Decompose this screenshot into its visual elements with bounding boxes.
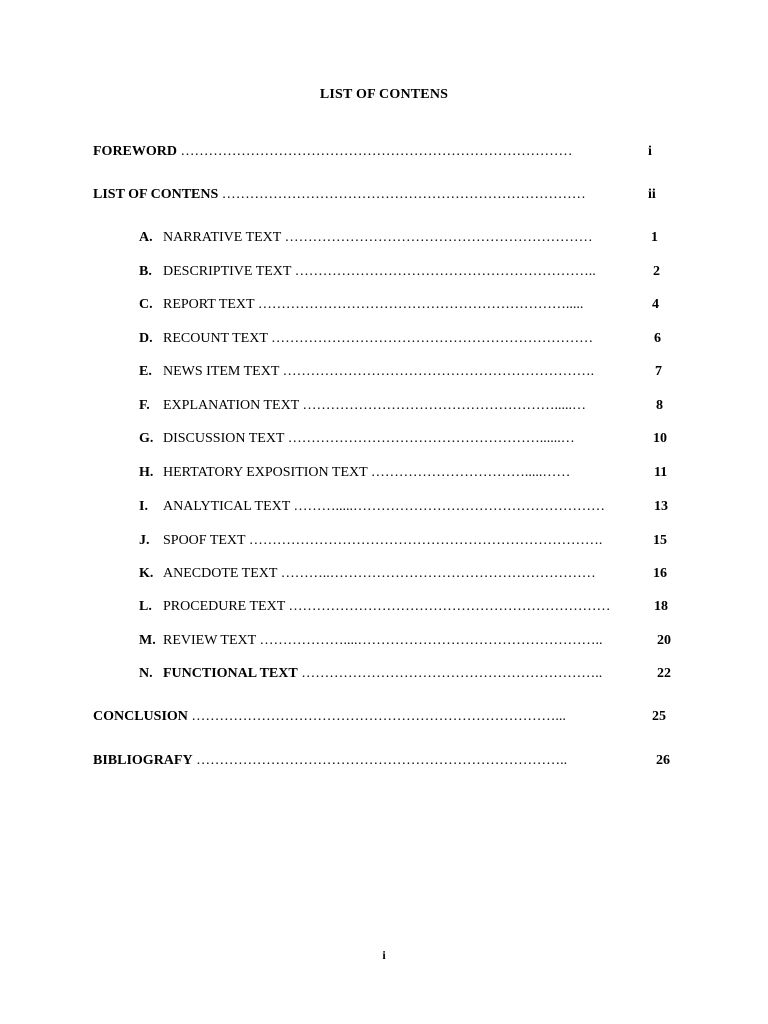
toc-entry-letter: K. [139, 566, 154, 581]
toc-entry-label: LIST OF CONTENS [93, 187, 219, 202]
toc-entry-list-of-contens [93, 186, 656, 204]
toc-subentry-a [139, 229, 658, 247]
toc-entry-label: SPOOF TEXT [163, 533, 246, 548]
toc-subentry-f [139, 397, 663, 415]
toc-page-number: 26 [656, 753, 670, 768]
toc-subentry-n [139, 665, 671, 683]
toc-subentry-c [139, 296, 659, 314]
toc-entry-label: REPORT TEXT [163, 297, 255, 312]
toc-entry-letter: M. [139, 633, 156, 648]
toc-entry-letter: E. [139, 364, 152, 379]
toc-entry-letter: B. [139, 264, 152, 279]
toc-page-number: 11 [654, 465, 668, 480]
toc-subentry-j [139, 532, 667, 550]
toc-entry-letter: G. [139, 431, 154, 446]
toc-entry-letter: N. [139, 666, 153, 681]
toc-subentry-i [139, 498, 668, 516]
toc-leader-dots: …………………………………………………………………… [218, 187, 586, 202]
toc-entry-label: BIBLIOGRAFY [93, 753, 193, 768]
toc-entry-label: HERTATORY EXPOSITION TEXT [163, 465, 368, 480]
toc-leader-dots: ………..………………………………………………… [277, 566, 596, 581]
toc-entry-label: DESCRIPTIVE TEXT [163, 264, 292, 279]
toc-leader-dots: ………………....…………………………………………….. [255, 633, 603, 648]
toc-entry-letter: D. [139, 331, 153, 346]
toc-entry-bibliografy [93, 752, 670, 770]
toc-leader-dots: ………………………………………………………… [281, 230, 593, 245]
toc-page-number: 20 [657, 633, 671, 648]
toc-entry-letter: F. [139, 398, 150, 413]
toc-entry-label: ANECDOTE TEXT [163, 566, 278, 581]
toc-page-number: 25 [652, 709, 666, 724]
toc-leader-dots: …………………………………………………………. [279, 364, 595, 379]
toc-subentry-e [139, 363, 662, 381]
toc-page-number: 2 [653, 264, 660, 279]
toc-entry-label: NEWS ITEM TEXT [163, 364, 280, 379]
toc-subentry-g [139, 430, 667, 448]
toc-leader-dots: ……………………………………………………….. [297, 666, 603, 681]
toc-entry-foreword [93, 143, 652, 161]
toc-subentry-l [139, 598, 668, 616]
toc-page-number: 18 [654, 599, 668, 614]
toc-page-number: 13 [654, 499, 668, 514]
toc-page-number: 6 [654, 331, 661, 346]
toc-leader-dots: ……………………………………………….....… [298, 398, 586, 413]
toc-entry-label: FUNCTIONAL TEXT [163, 666, 298, 681]
toc-entry-letter: C. [139, 297, 153, 312]
toc-entry-letter: I. [139, 499, 148, 514]
toc-page-number: 1 [651, 230, 658, 245]
toc-leader-dots: …………………………………………………………..... [254, 297, 584, 312]
footer-page-number: i [382, 948, 386, 962]
toc-entry-label: REVIEW TEXT [163, 633, 256, 648]
toc-entry-letter: J. [139, 533, 150, 548]
toc-entry-conclusion [93, 708, 666, 726]
toc-page-number: 10 [653, 431, 667, 446]
toc-subentry-k [139, 565, 667, 583]
toc-leader-dots: …………………………………………………………… [267, 331, 594, 346]
toc-leader-dots: …………………………………………………………………. [245, 533, 603, 548]
toc-entry-letter: H. [139, 465, 154, 480]
toc-entry-label: RECOUNT TEXT [163, 331, 268, 346]
toc-entry-label: PROCEDURE TEXT [163, 599, 285, 614]
toc-leader-dots: …………………………….....…… [367, 465, 571, 480]
toc-entry-letter: L. [139, 599, 152, 614]
toc-page-number: i [648, 144, 652, 159]
toc-subentry-d [139, 330, 661, 348]
toc-page-number: ii [648, 187, 656, 202]
toc-page-number: 8 [656, 398, 663, 413]
toc-page-number: 16 [653, 566, 667, 581]
toc-leader-dots: ……….....……………………………………………… [290, 499, 606, 514]
toc-entry-label: EXPLANATION TEXT [163, 398, 299, 413]
toc-entry-label: CONCLUSION [93, 709, 188, 724]
toc-leader-dots: …………………………………………………………………….. [192, 753, 568, 768]
page-title: LIST OF CONTENS [319, 87, 449, 102]
toc-entry-label: FOREWORD [93, 144, 177, 159]
toc-entry-label: DISCUSSION TEXT [163, 431, 285, 446]
toc-subentry-m [139, 632, 671, 650]
toc-leader-dots: …………………………………………………………… [285, 599, 611, 614]
toc-page-number: 4 [652, 297, 659, 312]
toc-page-number: 7 [655, 364, 662, 379]
toc-page-number: 22 [657, 666, 671, 681]
toc-leader-dots: ……………………………………………………….. [291, 264, 596, 279]
toc-subentry-b [139, 263, 660, 281]
toc-leader-dots: ………………………………………………………………………… [177, 144, 573, 159]
toc-leader-dots: ……………………………………………………………………... [187, 709, 566, 724]
toc-entry-label: NARRATIVE TEXT [163, 230, 282, 245]
toc-leader-dots: ………………………………………………......… [284, 431, 575, 446]
toc-entry-letter: A. [139, 230, 153, 245]
toc-subentry-h [139, 464, 668, 482]
toc-page-number: 15 [653, 533, 667, 548]
toc-entry-label: ANALYTICAL TEXT [163, 499, 291, 514]
